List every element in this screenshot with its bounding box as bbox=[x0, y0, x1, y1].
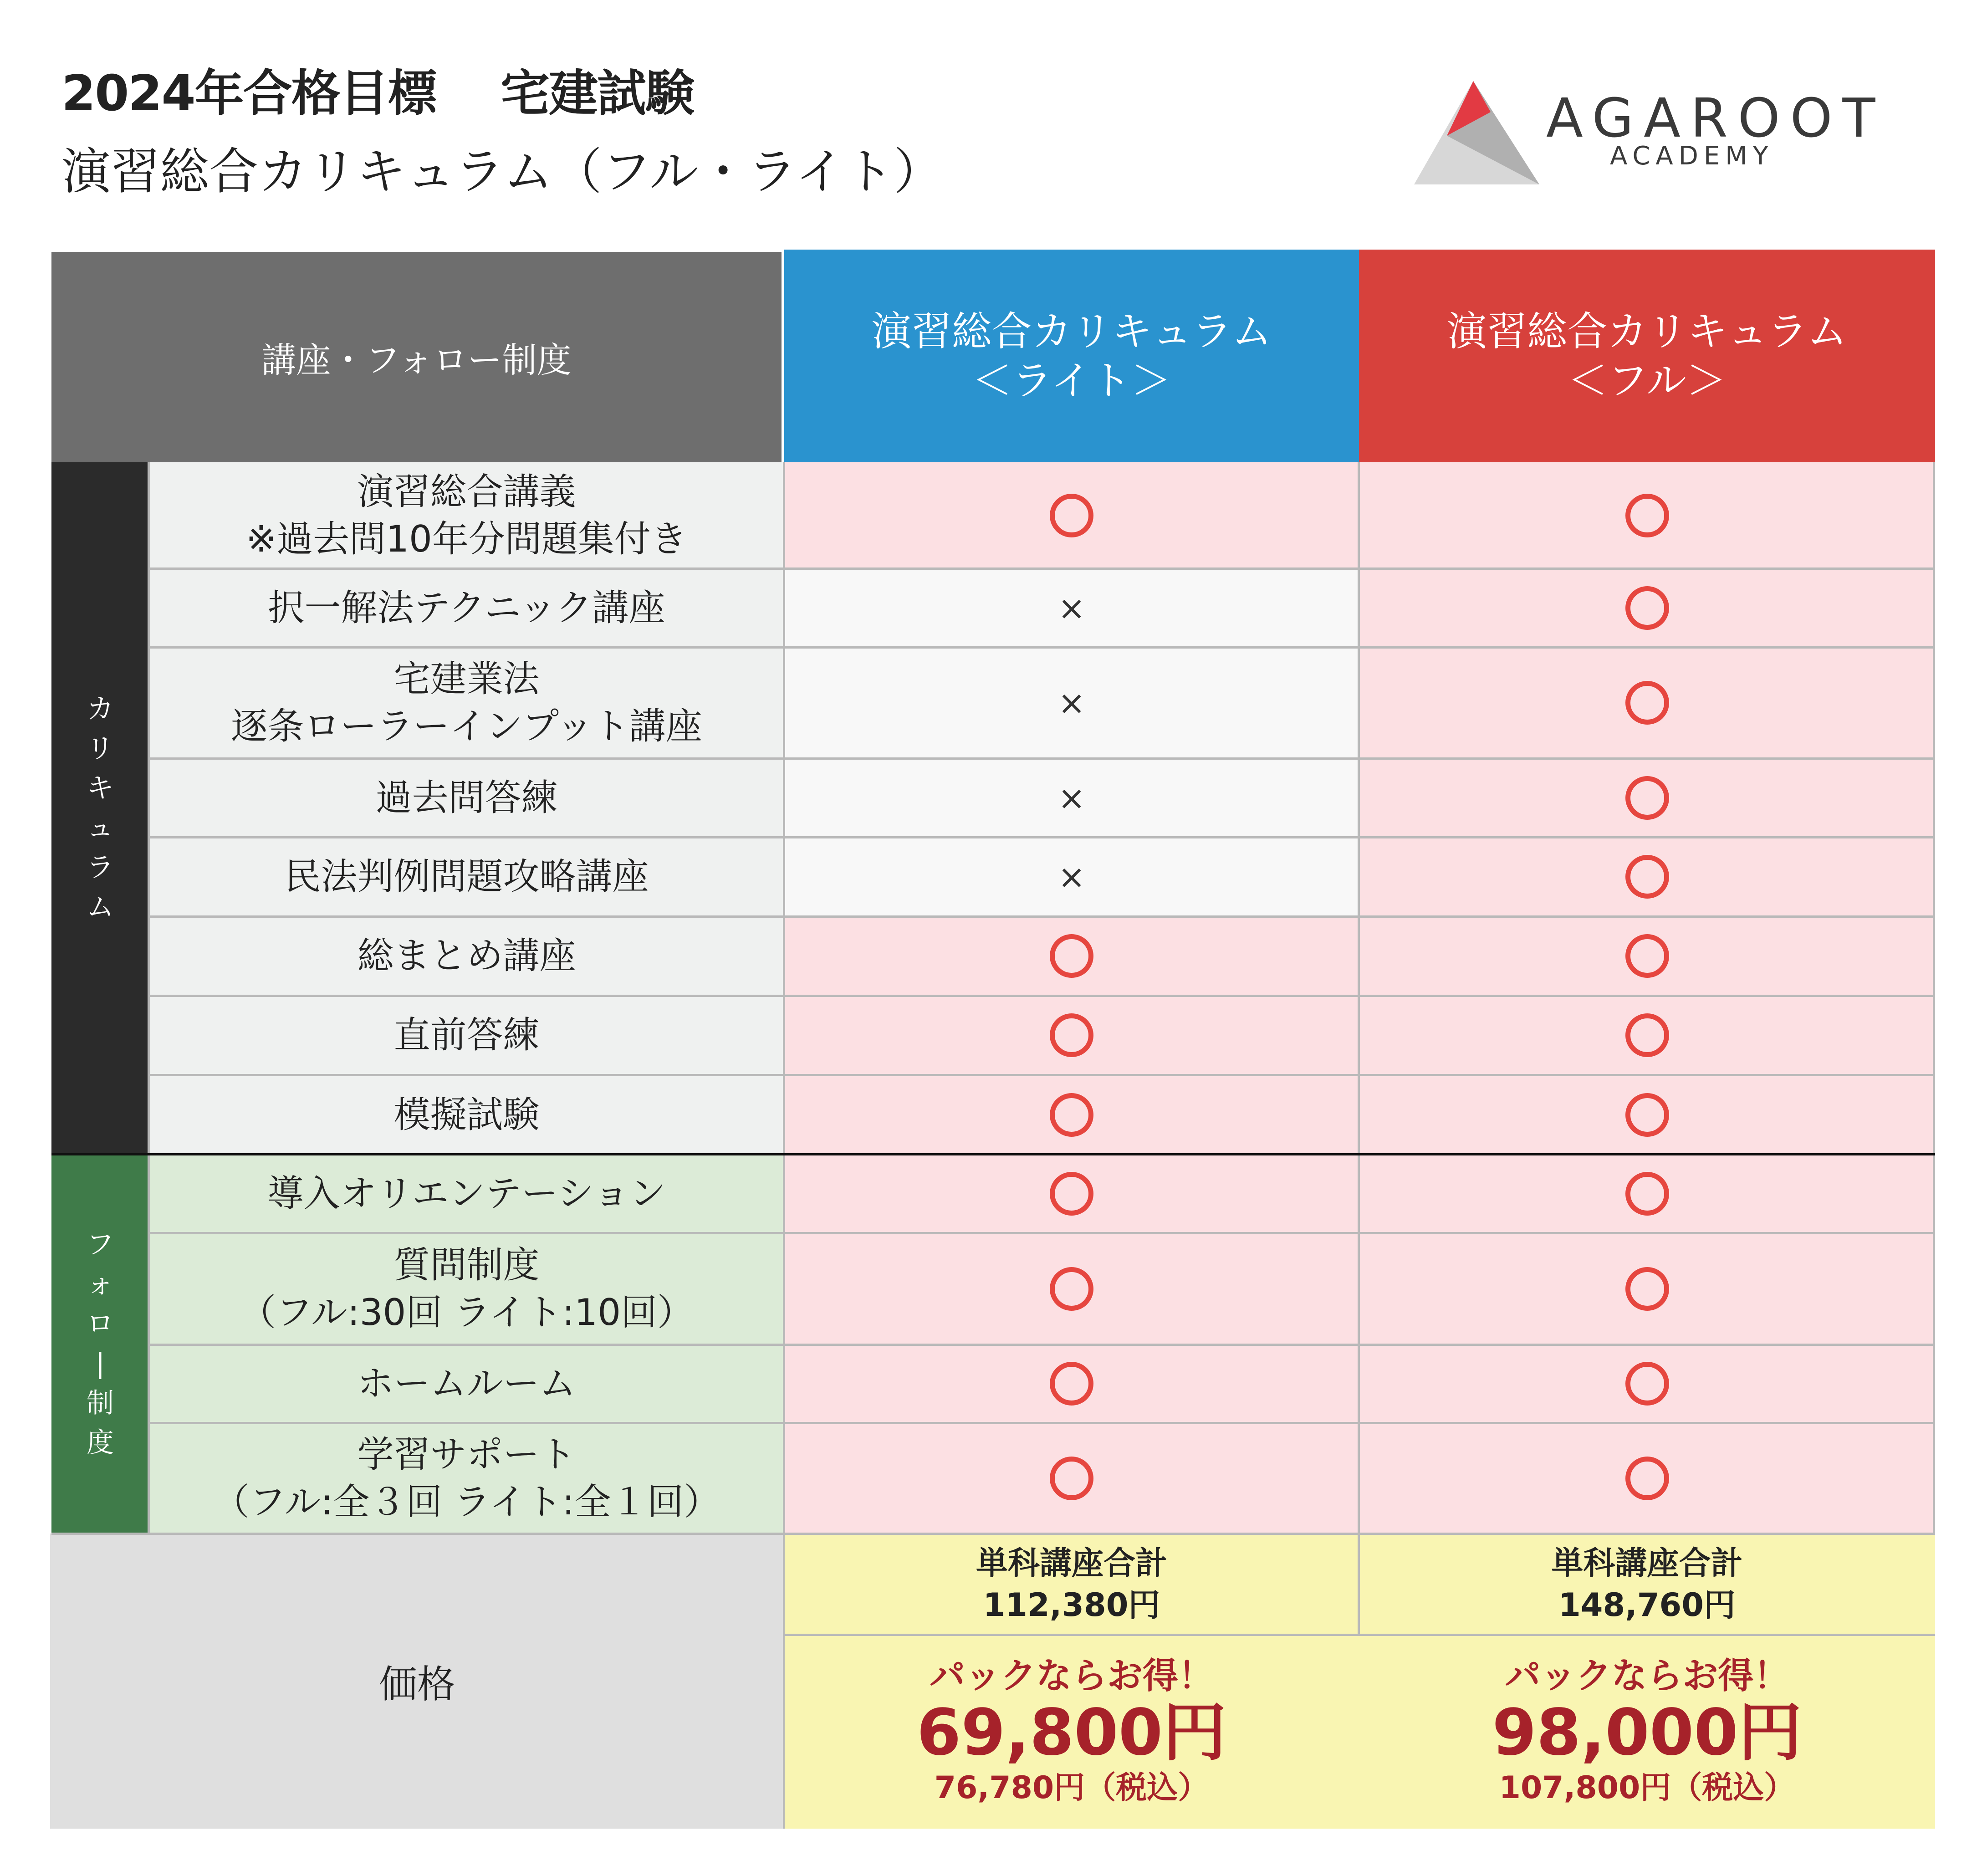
lite-cell bbox=[784, 647, 1359, 758]
row-label-line1: 導入オリエンテーション bbox=[267, 1172, 666, 1215]
lite-cell bbox=[784, 568, 1359, 647]
category-char: | bbox=[95, 1348, 105, 1380]
logo-wordmark: AGAROOT bbox=[1546, 87, 1885, 149]
lite-cell bbox=[784, 462, 1359, 568]
lite-sum-value: 112,380円 bbox=[983, 1586, 1160, 1624]
lite-pack-text: パックならお得！ bbox=[929, 1656, 1214, 1697]
grid-line bbox=[149, 1344, 1935, 1346]
lite-cell bbox=[784, 758, 1359, 837]
table-row-label bbox=[149, 837, 784, 916]
row-label-line1: 総まとめ講座 bbox=[357, 935, 576, 977]
cross-icon: × bbox=[1057, 858, 1086, 896]
circle-icon bbox=[1625, 681, 1669, 725]
row-label-line1: 学習サポート bbox=[357, 1433, 576, 1476]
page-title: 2024年合格目標 宅建試験 bbox=[61, 65, 694, 122]
circle-icon bbox=[1625, 1457, 1669, 1500]
lite-cell bbox=[784, 996, 1359, 1075]
lite-cell bbox=[784, 1423, 1359, 1534]
grid-line bbox=[148, 462, 150, 1534]
full-cell bbox=[1359, 837, 1935, 916]
full-pack-text: パックならお得！ bbox=[1505, 1656, 1789, 1697]
lite-cell bbox=[784, 916, 1359, 996]
table-row-label bbox=[149, 758, 784, 837]
lite-deal-cell bbox=[784, 1635, 1359, 1829]
circle-icon bbox=[1625, 1172, 1669, 1216]
category-char: ロ bbox=[87, 1308, 114, 1340]
row-label-line1: 択一解法テクニック講座 bbox=[268, 586, 665, 629]
category-char: 度 bbox=[87, 1427, 114, 1459]
table-row-label bbox=[149, 1233, 784, 1344]
category-curriculum bbox=[51, 462, 149, 1155]
section-divider bbox=[51, 1153, 1935, 1155]
lite-cell bbox=[784, 1075, 1359, 1155]
grid-line bbox=[51, 1533, 1935, 1535]
grid-line bbox=[149, 1074, 1935, 1076]
circle-icon bbox=[1625, 776, 1669, 820]
header-label-cell bbox=[51, 252, 782, 462]
category-char: カ bbox=[87, 693, 114, 725]
cross-icon: × bbox=[1057, 778, 1086, 817]
row-label-line2: （フル:30回 ライト:10回） bbox=[239, 1291, 694, 1334]
full-cell bbox=[1359, 1075, 1935, 1155]
grid-line bbox=[149, 757, 1935, 760]
full-cell bbox=[1359, 916, 1935, 996]
row-label-line1: ホームルーム bbox=[357, 1362, 576, 1405]
row-label-line1: 質問制度 bbox=[393, 1243, 540, 1286]
full-cell bbox=[1359, 996, 1935, 1075]
cross-icon: × bbox=[1057, 684, 1086, 722]
category-char: ラ bbox=[87, 852, 114, 884]
circle-icon bbox=[1625, 1013, 1669, 1057]
grid-line bbox=[783, 462, 785, 1534]
circle-icon bbox=[1050, 494, 1093, 537]
full-cell bbox=[1359, 1155, 1935, 1233]
circle-icon bbox=[1625, 586, 1669, 630]
lite-pack-price: 69,800円 bbox=[916, 1695, 1227, 1770]
grid-line bbox=[149, 1422, 1935, 1424]
category-char: ム bbox=[87, 891, 114, 923]
circle-icon bbox=[1625, 494, 1669, 537]
category-char: 制 bbox=[87, 1387, 114, 1419]
circle-icon bbox=[1625, 855, 1669, 899]
table-row-label bbox=[149, 462, 784, 568]
circle-icon bbox=[1625, 1093, 1669, 1137]
circle-icon bbox=[1625, 934, 1669, 978]
full-cell bbox=[1359, 1233, 1935, 1344]
table-row-label bbox=[149, 1423, 784, 1534]
header-full-cell bbox=[1359, 250, 1935, 462]
grid-line bbox=[1933, 462, 1935, 1534]
row-label-line1: 演習総合講義 bbox=[357, 470, 576, 513]
table-row-label bbox=[149, 568, 784, 647]
full-deal-cell bbox=[1359, 1635, 1935, 1829]
lite-sum-cell bbox=[784, 1534, 1359, 1635]
logo-triangle-icon bbox=[1414, 77, 1546, 191]
row-label-line1: 模擬試験 bbox=[393, 1093, 540, 1136]
grid-line bbox=[1358, 462, 1360, 1534]
header-lite-cell bbox=[784, 250, 1359, 462]
full-cell bbox=[1359, 758, 1935, 837]
circle-icon bbox=[1050, 1362, 1093, 1406]
table-row-label bbox=[149, 647, 784, 758]
logo-subtitle: ACADEMY bbox=[1610, 141, 1774, 171]
lite-cell bbox=[784, 837, 1359, 916]
lite-cell bbox=[784, 1233, 1359, 1344]
full-cell bbox=[1359, 1423, 1935, 1534]
category-char: ュ bbox=[87, 812, 114, 844]
full-pack-price: 98,000円 bbox=[1492, 1695, 1802, 1770]
circle-icon bbox=[1050, 1267, 1093, 1311]
grid-line bbox=[149, 836, 1935, 838]
header-lite-line1: 演習総合カリキュラム bbox=[871, 308, 1272, 355]
table-row-label bbox=[149, 1344, 784, 1423]
header-lite-line2: ＜ライト＞ bbox=[972, 357, 1171, 404]
lite-cell bbox=[784, 1344, 1359, 1423]
category-char: リ bbox=[87, 733, 114, 765]
row-label-line1: 直前答練 bbox=[393, 1014, 540, 1056]
circle-icon bbox=[1050, 1013, 1093, 1057]
category-follow bbox=[51, 1155, 149, 1534]
header-full-line2: ＜フル＞ bbox=[1568, 357, 1727, 404]
category-char: キ bbox=[87, 772, 114, 804]
grid-line bbox=[149, 646, 1935, 649]
grid-line bbox=[149, 1232, 1935, 1234]
circle-icon bbox=[1625, 1362, 1669, 1406]
page-subtitle: 演習総合カリキュラム（フル・ライト） bbox=[61, 143, 943, 200]
category-char: フ bbox=[87, 1229, 114, 1261]
circle-icon bbox=[1050, 1172, 1093, 1216]
agaroot-logo bbox=[1414, 77, 1885, 196]
full-sum-cell bbox=[1359, 1534, 1935, 1635]
grid-line bbox=[783, 1534, 785, 1829]
full-cell bbox=[1359, 568, 1935, 647]
circle-icon bbox=[1050, 1093, 1093, 1137]
table-row-label bbox=[149, 996, 784, 1075]
lite-tax-price: 76,780円（税込） bbox=[934, 1769, 1209, 1806]
header-label: 講座・フォロー制度 bbox=[261, 339, 572, 380]
cross-icon: × bbox=[1057, 588, 1086, 627]
full-cell bbox=[1359, 1344, 1935, 1423]
lite-cell bbox=[784, 1155, 1359, 1233]
full-tax-price: 107,800円（税込） bbox=[1499, 1769, 1795, 1806]
price-label-cell bbox=[50, 1534, 784, 1829]
row-label-line2: 逐条ローラーインプット講座 bbox=[231, 705, 702, 747]
header-full-line1: 演習総合カリキュラム bbox=[1446, 308, 1848, 355]
full-cell bbox=[1359, 462, 1935, 568]
category-char: ォ bbox=[87, 1268, 114, 1300]
full-sum-value: 148,760円 bbox=[1558, 1586, 1736, 1624]
table-row-label bbox=[149, 916, 784, 996]
row-label-line1: 過去問答練 bbox=[375, 776, 558, 819]
price-label: 価格 bbox=[378, 1661, 455, 1707]
row-label-line2: （フル:全３回 ライト:全１回） bbox=[213, 1480, 720, 1523]
grid-line bbox=[1358, 1534, 1360, 1635]
circle-icon bbox=[1625, 1267, 1669, 1311]
circle-icon bbox=[1050, 1457, 1093, 1500]
grid-line bbox=[149, 567, 1935, 570]
grid-line bbox=[149, 915, 1935, 918]
table-row-label bbox=[149, 1075, 784, 1155]
row-label-line2: ※過去問10年分問題集付き bbox=[246, 517, 687, 560]
row-label-line1: 宅建業法 bbox=[393, 658, 540, 700]
full-cell bbox=[1359, 647, 1935, 758]
table-row-label bbox=[149, 1155, 784, 1233]
lite-sum-label: 単科講座合計 bbox=[976, 1544, 1167, 1582]
row-label-line1: 民法判例問題攻略講座 bbox=[284, 855, 649, 898]
full-sum-label: 単科講座合計 bbox=[1551, 1544, 1743, 1582]
grid-line bbox=[149, 995, 1935, 997]
circle-icon bbox=[1050, 934, 1093, 978]
